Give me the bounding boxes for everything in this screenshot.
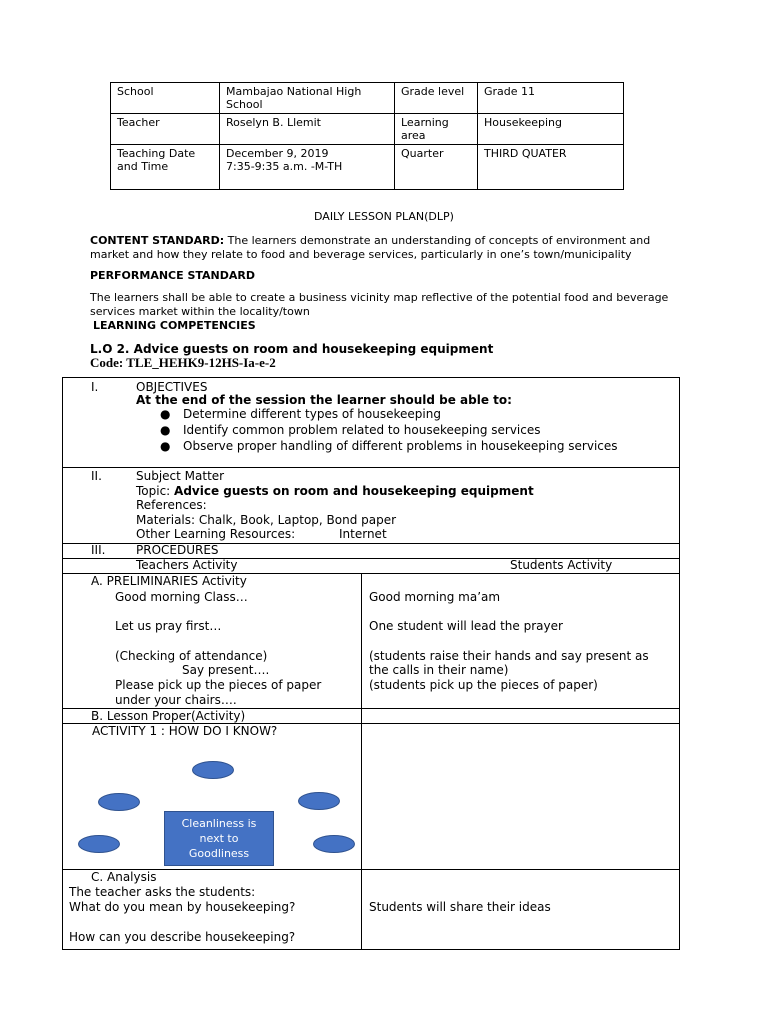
procedures-label: PROCEDURES	[136, 543, 219, 557]
teachers-column-header: Teachers Activity	[136, 558, 238, 572]
objectives-intro: At the end of the session the learner should be able to:	[136, 393, 512, 407]
teacher-label: Teacher	[111, 114, 220, 145]
activity-title: ACTIVITY 1 : HOW DO I KNOW?	[92, 724, 278, 738]
content-standard-text-1: The learners demonstrate an understanding of concepts of environment and	[224, 234, 651, 247]
bullet-icon: ●	[160, 407, 171, 421]
header-table	[110, 82, 624, 190]
teacher-line: Say present….	[182, 663, 270, 677]
analysis-question: How can you describe housekeeping?	[69, 930, 296, 944]
competencies-label: LEARNING COMPETENCIES	[93, 319, 256, 332]
teacher-line: Good morning Class…	[115, 590, 248, 604]
lesson-proper-label: B. Lesson Proper(Activity)	[91, 709, 246, 723]
grade-value: Grade 11	[478, 83, 624, 114]
performance-standard-text-2: services market within the locality/town	[90, 305, 310, 318]
date-label: Teaching Date and Time	[111, 145, 220, 190]
analysis-label: C. Analysis	[91, 870, 157, 884]
card-line: Goodliness	[188, 847, 250, 860]
grade-label: Grade level	[395, 83, 478, 114]
subject-references: References:	[136, 498, 207, 512]
performance-standard-label: PERFORMANCE STANDARD	[90, 269, 255, 282]
student-line: (students raise their hands and say present as	[369, 649, 649, 663]
date-value	[220, 145, 395, 190]
oval-shape	[192, 761, 234, 779]
subject-topic	[136, 484, 534, 499]
oval-shape	[298, 792, 340, 810]
other-resources-value: Internet	[339, 527, 387, 541]
school-label: School	[111, 83, 220, 114]
analysis-line: The teacher asks the students:	[69, 885, 256, 899]
content-standard-text-2: market and how they relate to food and beverage services, particularly in one’s town/municipality	[90, 248, 632, 261]
content-standard-label: CONTENT STANDARD:	[90, 234, 225, 247]
subject-number: II.	[91, 469, 102, 483]
quarter-value: THIRD QUATER	[478, 145, 624, 190]
analysis-answer: Students will share their ideas	[369, 900, 551, 914]
area-label: Learning area	[395, 114, 478, 145]
date-value-line-1: December 9, 2019	[226, 147, 329, 160]
teacher-line: under your chairs….	[115, 693, 237, 707]
performance-standard-text	[90, 291, 680, 319]
column-divider	[361, 573, 362, 950]
oval-shape	[313, 835, 355, 853]
objectives-label: OBJECTIVES	[136, 380, 208, 394]
area-value: Housekeeping	[478, 114, 624, 145]
performance-standard-text-1: The learners shall be able to create a business vicinity map reflective of the potential food and beverage	[90, 291, 669, 304]
subject-materials: Materials: Chalk, Book, Laptop, Bond paper	[136, 513, 397, 527]
teacher-value: Roselyn B. Llemit	[220, 114, 395, 145]
divider	[62, 467, 680, 468]
student-line: Good morning ma’am	[369, 590, 501, 604]
oval-shape	[78, 835, 120, 853]
teacher-line: Let us pray first…	[115, 619, 222, 633]
objective-item: Determine different types of housekeeping	[183, 407, 441, 421]
bullet-icon: ●	[160, 439, 171, 453]
page-title: DAILY LESSON PLAN(DLP)	[314, 210, 454, 223]
preliminaries-label: A. PRELIMINARIES Activity	[91, 574, 247, 588]
topic-label: Topic:	[136, 484, 175, 498]
students-column-header: Students Activity	[510, 558, 613, 572]
bullet-icon: ●	[160, 423, 171, 437]
analysis-question: What do you mean by housekeeping?	[69, 900, 296, 914]
teacher-line: (Checking of attendance)	[115, 649, 268, 663]
teacher-line: Please pick up the pieces of paper	[115, 678, 322, 692]
oval-shape	[98, 793, 140, 811]
card-line: Cleanliness is	[181, 817, 257, 830]
content-standard	[90, 234, 680, 262]
quarter-label: Quarter	[395, 145, 478, 190]
procedures-number: III.	[91, 543, 106, 557]
objective-item: Observe proper handling of different problems in housekeeping services	[183, 439, 618, 453]
subject-label: Subject Matter	[136, 469, 225, 483]
date-value-line-2: 7:35-9:35 a.m. -M-TH	[226, 160, 343, 173]
objective-item: Identify common problem related to housekeeping services	[183, 423, 541, 437]
topic-value: Advice guests on room and housekeeping equipment	[174, 484, 534, 498]
card-line: next to	[199, 832, 239, 845]
school-value: Mambajao National High School	[220, 83, 395, 114]
objectives-number: I.	[91, 380, 99, 394]
student-line: the calls in their name)	[369, 663, 509, 677]
student-line: One student will lead the prayer	[369, 619, 563, 633]
cleanliness-card	[164, 811, 274, 866]
student-line: (students pick up the pieces of paper)	[369, 678, 598, 692]
other-resources-label: Other Learning Resources:	[136, 527, 296, 541]
learning-outcome: L.O 2. Advice guests on room and housekeeping equipment	[90, 342, 494, 356]
competency-code: Code: TLE_HEHK9-12HS-Ia-e-2	[90, 355, 276, 370]
